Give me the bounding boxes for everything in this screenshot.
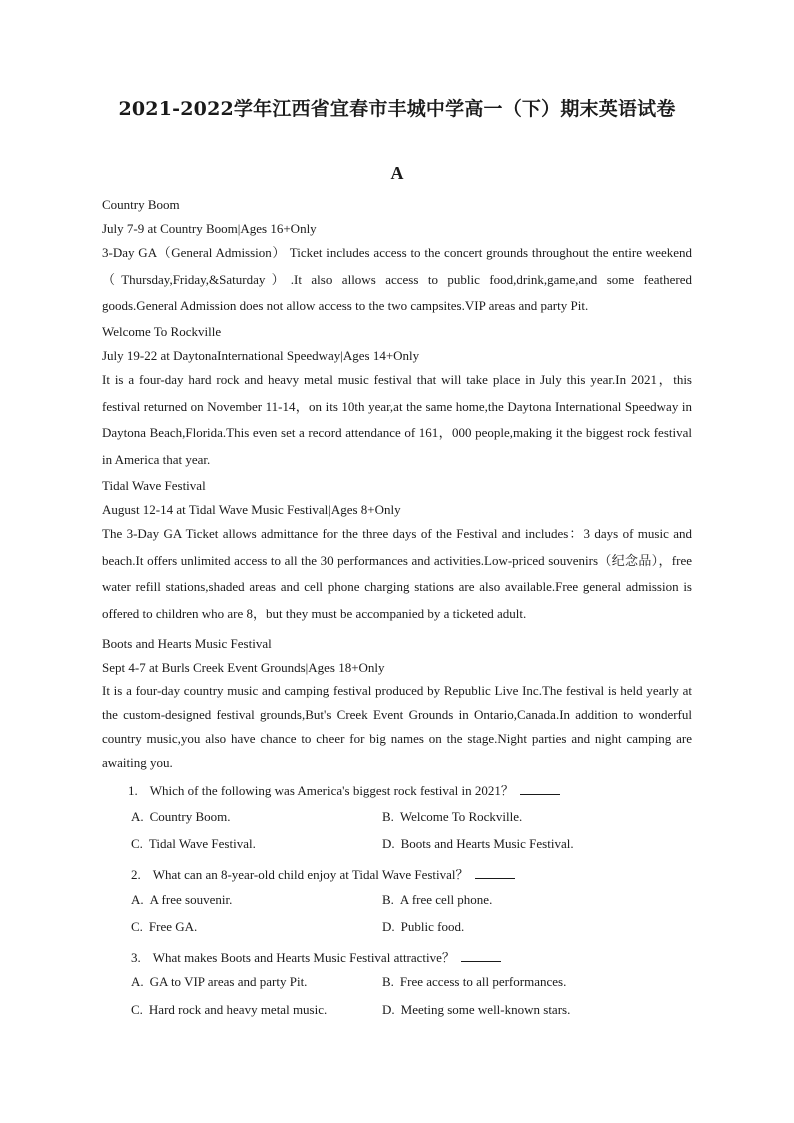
event-info: July 19-22 at DaytonaInternational Speedway|Ages 14+Only [102, 348, 420, 363]
answer-option[interactable]: D. Public food. [382, 919, 465, 934]
event-name: Boots and Hearts Music Festival [102, 636, 272, 651]
event-description: The 3-Day GA Ticket allows admittance for the three days of the Festival and includes：3 days of music and beach.It offers unlimited access to all the 30 performances and activities.Low-priced souvenirs（纪念品），free water refill stations,shaded areas and cell phone charging stations are also available.Free general admission is offered to children who are 8，but they must be accompanied by a ticketed adult. [102, 526, 692, 621]
section-heading: A [390, 163, 404, 183]
answer-option[interactable]: C. Hard rock and heavy metal music. [131, 1002, 328, 1017]
question-number: 3. [131, 950, 141, 965]
answer-option[interactable]: D. Meeting some well-known stars. [382, 1002, 571, 1017]
answer-option[interactable]: A. GA to VIP areas and party Pit. [131, 974, 308, 989]
question-text: What makes Boots and Hearts Music Festival attractive？ [152, 950, 455, 965]
event-description: 3-Day GA（General Admission） Ticket includes access to the concert grounds throughout the entire weekend（Thursday,Friday,&Saturday）.It also allows access to public food,drink,game,and some feathered goods.General Admission does not allow access to the two campsites.VIP areas and party Pit. [102, 245, 692, 313]
answer-option[interactable]: B. Welcome To Rockville. [382, 809, 523, 824]
question-text: Which of the following was America's biggest rock festival in 2021？ [149, 783, 514, 798]
question-text: What can an 8-year-old child enjoy at Tidal Wave Festival？ [152, 867, 469, 882]
question [128, 780, 560, 799]
page-title: 2021-2022学年江西省宜春市丰城中学高一（下）期末英语试卷 [118, 98, 676, 120]
answer-option[interactable]: D. Boots and Hearts Music Festival. [382, 836, 574, 851]
answer-option[interactable]: B. A free cell phone. [382, 892, 493, 907]
answer-blank[interactable] [461, 949, 501, 962]
event-name: Tidal Wave Festival [102, 478, 206, 493]
event-info: Sept 4-7 at Burls Creek Event Grounds|Ages 18+Only [102, 660, 385, 675]
answer-blank[interactable] [475, 866, 515, 879]
event-info: August 12-14 at Tidal Wave Music Festival|Ages 8+Only [102, 502, 401, 517]
answer-option[interactable]: A. A free souvenir. [131, 892, 233, 907]
answer-option[interactable]: C. Free GA. [131, 919, 198, 934]
question [131, 864, 515, 883]
answer-option[interactable]: A. Country Boom. [131, 809, 231, 824]
event-description: It is a four-day country music and camping festival produced by Republic Live Inc.The festival is held yearly at the custom-designed festival grounds,But's Creek Event Grounds in Ontario,Canada.In addition to wonderful country music,you also have chance to cheer for big names on the stage.Night parties and night camping are awaiting you. [102, 683, 692, 770]
event-name: Country Boom [102, 197, 180, 212]
question-number: 1. [128, 783, 138, 798]
answer-option[interactable]: C. Tidal Wave Festival. [131, 836, 256, 851]
event-name: Welcome To Rockville [102, 324, 222, 339]
event-description: It is a four-day hard rock and heavy metal music festival that will take place in July this year.In 2021，this festival returned on November 11-14，on its 10th year,at the same home,the Daytona International Speedway in Daytona Beach,Florida.This even set a record attendance of 161，000 people,making it the biggest rock festival in America that year. [102, 372, 692, 467]
answer-option[interactable]: B. Free access to all performances. [382, 974, 567, 989]
question-number: 2. [131, 867, 141, 882]
answer-blank[interactable] [520, 782, 560, 795]
question [131, 947, 501, 966]
event-info: July 7-9 at Country Boom|Ages 16+Only [102, 221, 317, 236]
